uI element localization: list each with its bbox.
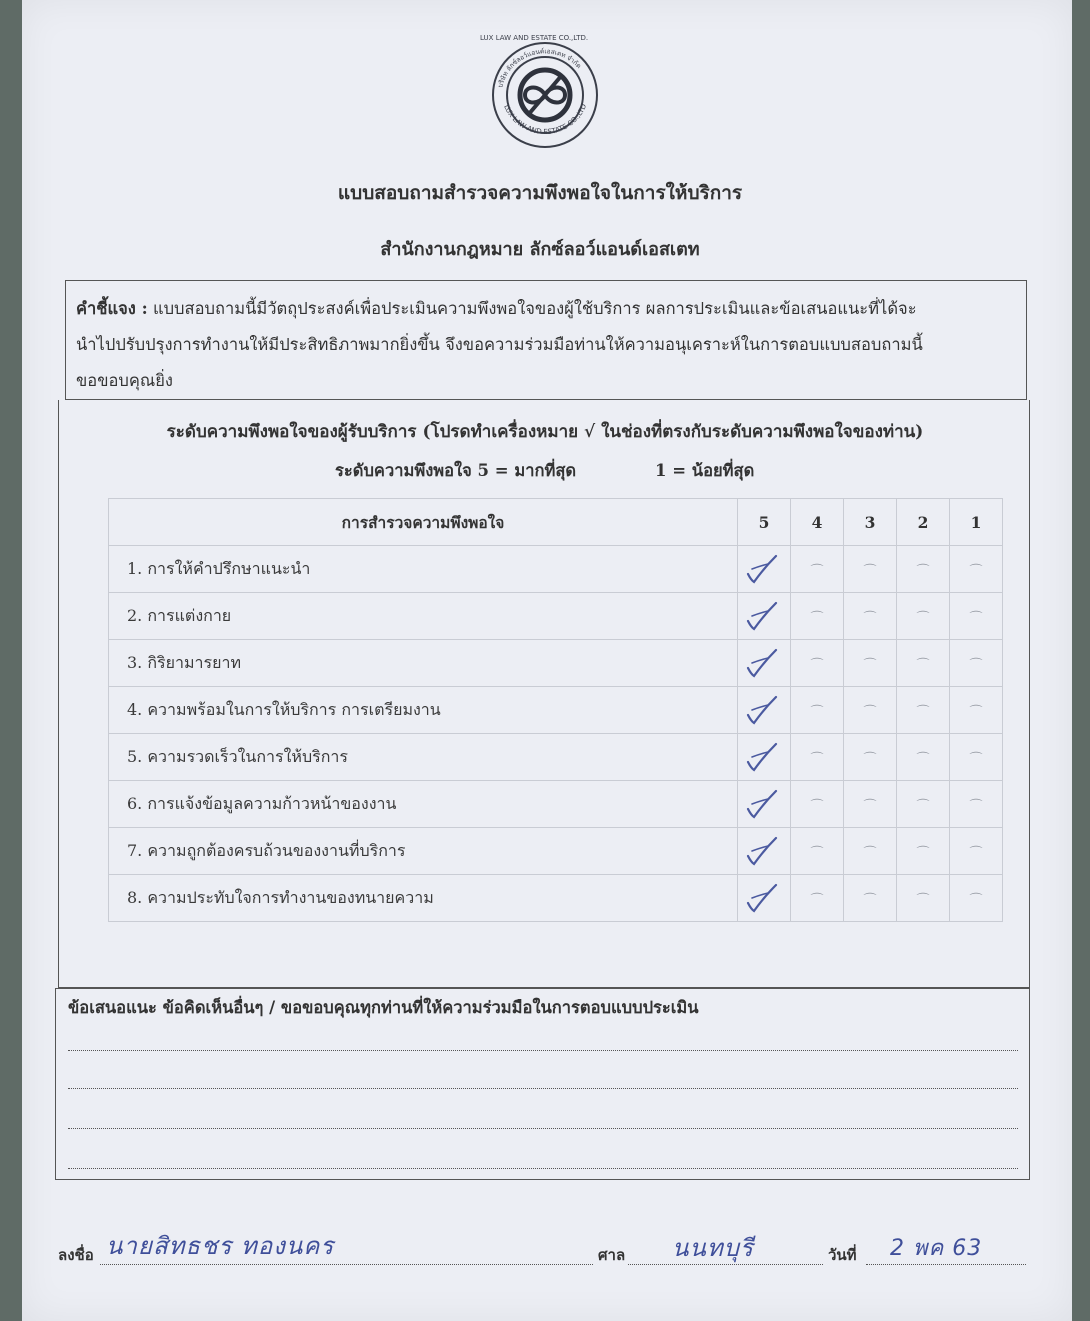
signature-date-handwriting: 2 พค 63 [890,1236,983,1261]
empty-mark-icon: ⌒ [810,563,824,579]
table-row [109,781,1003,828]
empty-mark-icon: ⌒ [969,798,983,814]
column-header-2: 2 [897,499,950,546]
rating-cell-2[interactable] [897,640,950,687]
rating-cell-1[interactable] [950,546,1003,593]
table-row [109,828,1003,875]
empty-mark-icon: ⌒ [863,657,877,673]
empty-mark-icon: ⌒ [810,610,824,626]
rating-cell-2[interactable] [897,828,950,875]
rating-cell-2[interactable] [897,687,950,734]
comment-line-4[interactable] [68,1168,1018,1169]
empty-mark-icon: ⌒ [863,610,877,626]
survey-item-label: 1. การให้คำปรึกษาแนะนำ [109,546,738,593]
instructions-text-1: แบบสอบถามนี้มีวัตถุประสงค์เพื่อประเมินความพึงพอใจของผู้ใช้บริการ ผลการประเมินและข้อเสนอแนะที่ได้จะ [152,299,917,318]
scale-low-label: 1 = น้อยที่สุด [655,461,755,480]
rating-cell-2[interactable] [897,734,950,781]
instructions-text-2: นำไปปรับปรุงการทำงานให้มีประสิทธิภาพมากยิ่งขึ้น จึงขอความร่วมมือท่านให้ความอนุเคราะห์ในการตอบแบบสอบถามนี้ [76,335,923,354]
table-row [109,734,1003,781]
rating-cell-3[interactable] [844,875,897,922]
rating-cell-1[interactable] [950,640,1003,687]
empty-mark-icon: ⌒ [969,704,983,720]
rating-cell-3[interactable] [844,687,897,734]
instructions-text-3: ขอขอบคุณยิ่ง [76,371,173,390]
logo-ring-text: LUX LAW AND ESTATE CO.,LTD. [480,34,589,42]
rating-cell-1[interactable] [950,687,1003,734]
empty-mark-icon: ⌒ [863,563,877,579]
handwritten-check-icon [742,787,786,821]
empty-mark-icon: ⌒ [969,892,983,908]
rating-cell-2[interactable] [897,593,950,640]
form-subtitle: สำนักงานกฎหมาย ลักซ์ลอว์แอนด์เอสเตท [380,239,700,260]
rating-cell-4[interactable] [791,593,844,640]
handwritten-check-icon [742,693,786,727]
empty-mark-icon: ⌒ [969,751,983,767]
table-row [109,593,1003,640]
empty-mark-icon: ⌒ [810,798,824,814]
signature-name-label: ลงชื่อ [58,1246,94,1264]
empty-mark-icon: ⌒ [810,845,824,861]
handwritten-check-icon [742,646,786,680]
comment-line-3[interactable] [68,1128,1018,1129]
rating-cell-1[interactable] [950,734,1003,781]
empty-mark-icon: ⌒ [863,751,877,767]
signature-court-label: ศาล [598,1246,626,1264]
rating-cell-2[interactable] [897,781,950,828]
column-header-4: 4 [791,499,844,546]
table-row [109,687,1003,734]
comment-line-1[interactable] [68,1050,1018,1051]
rating-cell-4[interactable] [791,734,844,781]
rating-cell-3[interactable] [844,781,897,828]
empty-mark-icon: ⌒ [810,751,824,767]
svg-text:บริษัท ลักซ์ลอว์แอนด์เอสเตท จำ [496,47,583,88]
empty-mark-icon: ⌒ [916,704,930,720]
signature-court-handwriting: นนทบุรี [672,1234,754,1262]
column-header-1: 1 [950,499,1003,546]
rating-cell-4[interactable] [791,875,844,922]
empty-mark-icon: ⌒ [863,892,877,908]
rating-cell-3[interactable] [844,640,897,687]
handwritten-check-icon [742,552,786,586]
empty-mark-icon: ⌒ [969,845,983,861]
rating-cell-2[interactable] [897,546,950,593]
survey-item-label: 4. ความพร้อมในการให้บริการ การเตรียมงาน [109,687,738,734]
logo-ring-text-layer [480,40,610,150]
empty-mark-icon: ⌒ [810,657,824,673]
rating-cell-checked-5[interactable] [738,593,791,640]
survey-item-label: 2. การแต่งกาย [109,593,738,640]
signature-date-label: วันที่ [828,1246,857,1264]
instructions-line-1 [76,291,1016,327]
survey-item-label: 5. ความรวดเร็วในการให้บริการ [109,734,738,781]
rating-cell-1[interactable] [950,828,1003,875]
rating-cell-checked-5[interactable] [738,734,791,781]
survey-item-label: 7. ความถูกต้องครบถ้วนของงานที่บริการ [109,828,738,875]
empty-mark-icon: ⌒ [916,751,930,767]
empty-mark-icon: ⌒ [969,563,983,579]
empty-mark-icon: ⌒ [916,798,930,814]
instructions-label: คำชี้แจง : [76,299,148,318]
rating-cell-1[interactable] [950,875,1003,922]
rating-heading: ระดับความพึงพอใจของผู้รับบริการ (โปรดทำเครื่องหมาย √ ในช่องที่ตรงกับระดับความพึงพอใจของท่าน) [166,422,924,442]
table-row [109,546,1003,593]
empty-mark-icon: ⌒ [863,704,877,720]
empty-mark-icon: ⌒ [916,892,930,908]
empty-mark-icon: ⌒ [863,845,877,861]
rating-cell-4[interactable] [791,640,844,687]
instructions-box [65,280,1027,400]
survey-item-label: 8. ความประทับใจการทำงานของทนายความ [109,875,738,922]
survey-item-label: 6. การแจ้งข้อมูลความก้าวหน้าของงาน [109,781,738,828]
empty-mark-icon: ⌒ [916,610,930,626]
empty-mark-icon: ⌒ [810,704,824,720]
signature-name-handwriting: นายสิทธชร ทองนคร [106,1232,335,1260]
rating-cell-checked-5[interactable] [738,687,791,734]
empty-mark-icon: ⌒ [810,892,824,908]
rating-cell-checked-5[interactable] [738,875,791,922]
table-row [109,640,1003,687]
handwritten-check-icon [742,599,786,633]
column-header-item: การสำรวจความพึงพอใจ [109,499,738,546]
column-header-3: 3 [844,499,897,546]
empty-mark-icon: ⌒ [916,845,930,861]
form-title: แบบสอบถามสำรวจความพึงพอใจในการให้บริการ [337,182,743,204]
handwritten-check-icon [742,881,786,915]
rating-cell-checked-5[interactable] [738,781,791,828]
comment-line-2[interactable] [68,1088,1018,1089]
rating-cell-4[interactable] [791,687,844,734]
logo-ring-caption-th: บริษัท ลักซ์ลอว์แอนด์เอสเตท จำกัด [496,47,583,89]
rating-cell-3[interactable] [844,828,897,875]
table-header-row [109,499,1003,546]
rating-cell-4[interactable] [791,828,844,875]
table-row [109,875,1003,922]
rating-cell-3[interactable] [844,734,897,781]
satisfaction-table [108,498,1003,922]
empty-mark-icon: ⌒ [969,610,983,626]
rating-cell-1[interactable] [950,593,1003,640]
survey-item-label: 3. กิริยามารยาท [109,640,738,687]
comments-title: ข้อเสนอแนะ ข้อคิดเห็นอื่นๆ / ขอขอบคุณทุกท่านที่ให้ความร่วมมือในการตอบแบบประเมิน [68,998,699,1017]
rating-cell-3[interactable] [844,593,897,640]
handwritten-check-icon [742,740,786,774]
empty-mark-icon: ⌒ [969,657,983,673]
rating-cell-4[interactable] [791,546,844,593]
scale-high-label: ระดับความพึงพอใจ 5 = มากที่สุด [335,461,577,480]
logo-ring-caption: LUX LAW AND ESTATE CO.,LTD [502,102,589,137]
rating-cell-checked-5[interactable] [738,640,791,687]
rating-cell-3[interactable] [844,546,897,593]
handwritten-check-icon [742,834,786,868]
rating-cell-1[interactable] [950,781,1003,828]
rating-cell-checked-5[interactable] [738,828,791,875]
rating-cell-4[interactable] [791,781,844,828]
rating-cell-2[interactable] [897,875,950,922]
column-header-5: 5 [738,499,791,546]
empty-mark-icon: ⌒ [916,563,930,579]
rating-cell-checked-5[interactable] [738,546,791,593]
empty-mark-icon: ⌒ [916,657,930,673]
empty-mark-icon: ⌒ [863,798,877,814]
